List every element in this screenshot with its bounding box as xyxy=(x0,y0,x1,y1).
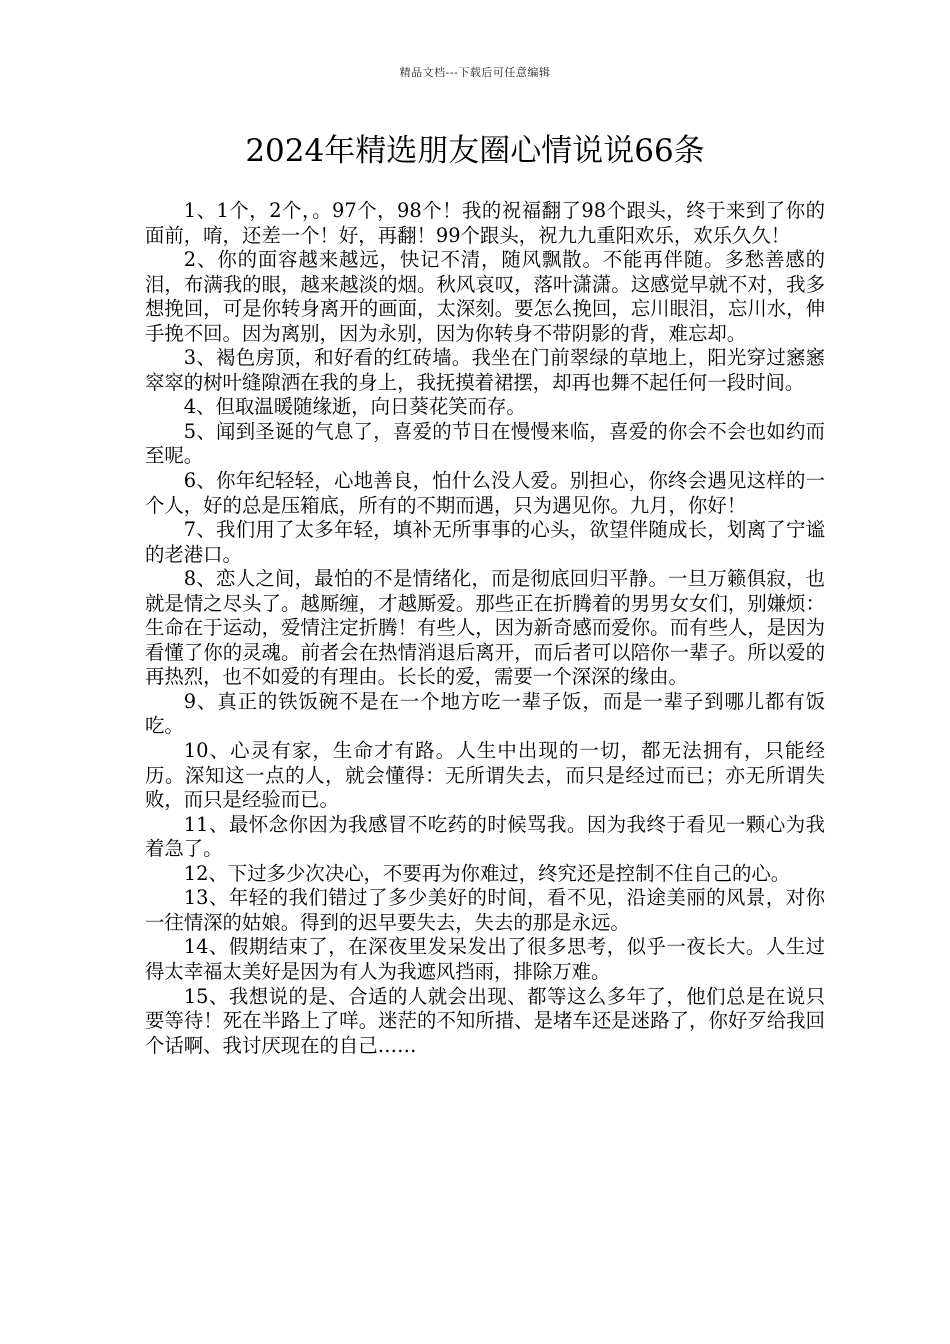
paragraph-7: 7、我们用了太多年轻，填补无所事事的心头，欲望伴随成长，划离了宁谧的老港口。 xyxy=(145,518,825,566)
paragraph-10: 10、心灵有家，生命才有路。人生中出现的一切，都无法拥有，只能经历。深知这一点的人，就会懂得：无所谓失去，而只是经过而已；亦无所谓失败，而只是经验而已。 xyxy=(145,739,825,812)
paragraph-8: 8、恋人之间，最怕的不是情绪化，而是彻底回归平静。一旦万籁俱寂，也就是情之尽头了。越厮缠，才越厮爱。那些正在折腾着的男男女女们，别嫌烦：生命在于运动，爱情注定折腾！有些人，因为新奇感而爱你。而有些人，是因为看懂了你的灵魂。前者会在热情消退后离开，而后者可以陪你一辈子。所以爱的再热烈，也不如爱的有理由。长长的爱，需要一个深深的缘由。 xyxy=(145,567,825,689)
document-title: 2024年精选朋友圈心情说说66条 xyxy=(245,133,705,169)
paragraph-6: 6、你年纪轻轻，心地善良，怕什么没人爱。别担心，你终会遇见这样的一个人，好的总是压箱底，所有的不期而遇，只为遇见你。九月，你好！ xyxy=(145,469,825,517)
document-body xyxy=(145,199,825,1058)
header-note: 精品文档---下载后可任意编辑 xyxy=(399,66,551,79)
paragraph-3: 3、褐色房顶，和好看的红砖墙。我坐在门前翠绿的草地上，阳光穿过窸窸窣窣的树叶缝隙洒在我的身上，我抚摸着裙摆，却再也舞不起任何一段时间。 xyxy=(145,346,825,394)
paragraph-12: 12、下过多少次决心，不要再为你难过，终究还是控制不住自己的心。 xyxy=(183,861,791,885)
paragraph-4: 4、但取温暖随缘逝，向日葵花笑而存。 xyxy=(183,395,526,419)
paragraph-1: 1、1个，2个，。97个，98个！我的祝福翻了98个跟头，终于来到了你的面前，唷，还差一个！好，再翻！99个跟头，祝九九重阳欢乐，欢乐久久！ xyxy=(145,199,825,247)
paragraph-5: 5、闻到圣诞的气息了，喜爱的节日在慢慢来临，喜爱的你会不会也如约而至呢。 xyxy=(145,419,825,468)
paragraph-15: 15、我想说的是、合适的人就会出现、都等这么多年了，他们总是在说只要等待！死在半路上了咩。迷茫的不知所措、是堵车还是迷路了，你好歹给我回个话啊、我讨厌现在的自己…… xyxy=(145,984,825,1057)
paragraph-9: 9、真正的铁饭碗不是在一个地方吃一辈子饭，而是一辈子到哪儿都有饭吃。 xyxy=(145,689,825,738)
paragraph-11: 11、最怀念你因为我感冒不吃药的时候骂我。因为我终于看见一颗心为我着急了。 xyxy=(145,812,825,861)
paragraph-14: 14、假期结束了，在深夜里发呆发出了很多思考，似乎一夜长大。人生过得太幸福太美好是因为有人为我遮风挡雨，排除万难。 xyxy=(145,935,825,983)
paragraph-2: 2、你的面容越来越远，快记不清，随风飘散。不能再伴随。多愁善感的泪，布满我的眼，越来越淡的烟。秋风哀叹，落叶潇潇。这感觉早就不对，我多想挽回，可是你转身离开的画面，太深刻。要怎么挽回，忘川眼泪，忘川水，伸手挽不回。因为离别，因为永别，因为你转身不带阴影的背，难忘却。 xyxy=(145,248,825,345)
paragraph-13: 13、年轻的我们错过了多少美好的时间，看不见，沿途美丽的风景，对你一往情深的姑娘。得到的迟早要失去，失去的那是永远。 xyxy=(145,886,825,934)
